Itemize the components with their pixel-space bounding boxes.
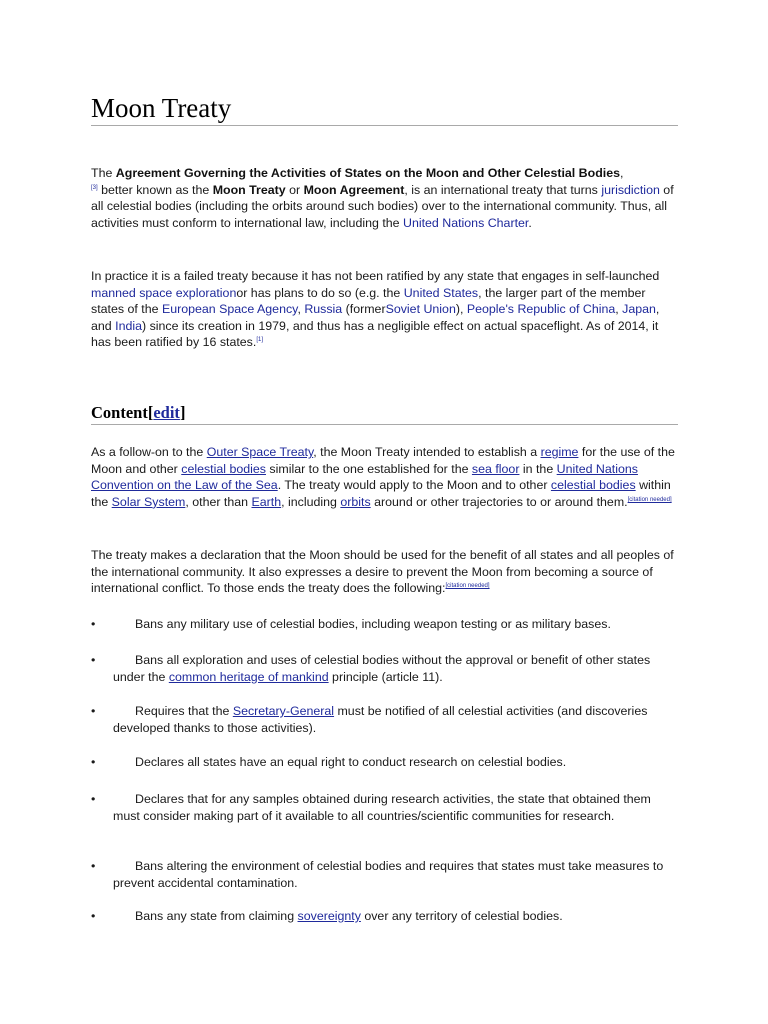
citation-needed-link[interactable]: [citation needed] <box>627 496 672 503</box>
text-run: better known as the <box>97 182 213 197</box>
link-sea-floor[interactable]: sea floor <box>471 461 520 476</box>
link-secretary-general[interactable]: Secretary-General <box>232 704 335 718</box>
text-run: As a follow-on to the <box>91 445 207 459</box>
link-earth[interactable]: Earth <box>251 494 282 509</box>
title-divider <box>91 125 678 126</box>
link-manned-space-exploration[interactable]: manned space exploration <box>91 285 237 300</box>
section-heading-text: Content <box>91 403 148 422</box>
text-run: . <box>528 215 532 230</box>
link-celestial-bodies[interactable]: celestial bodies <box>181 461 266 476</box>
text-run: for the use of the Moon and other <box>91 445 675 476</box>
text-run: The <box>91 166 116 180</box>
text-run: , <box>615 302 623 317</box>
list-item-text: Bans altering the environment of celestial bodies and requires that states must take measures to prevent accidental contamination. <box>113 859 664 890</box>
content-paragraph-2 <box>91 547 678 597</box>
text-run: (former <box>342 302 386 317</box>
list-item-text: Declares that for any samples obtained during research activities, the state that obtained them must consider making part of it available to all countries/scientific communities for research. <box>113 792 651 823</box>
bullet-icon: • <box>91 653 96 667</box>
link-sovereignty[interactable]: sovereignty <box>297 909 361 923</box>
bullet-icon: • <box>91 704 96 718</box>
text-run: , is an international treaty that turns <box>404 182 602 197</box>
link-orbits[interactable]: orbits <box>340 494 371 509</box>
list-item-text: principle (article 11). <box>328 669 443 684</box>
bullet-icon: • <box>91 859 96 873</box>
section-divider <box>91 424 678 425</box>
bold-treaty-full-name: Agreement Governing the Activities of States on the Moon and Other Celestial Bodies <box>115 166 620 180</box>
intro-paragraph-2 <box>91 268 678 351</box>
list-item <box>91 703 678 736</box>
link-japan[interactable]: Japan <box>622 302 656 317</box>
text-run: within the <box>91 478 671 509</box>
text-run: similar to the one established for the <box>265 461 472 476</box>
text-run: of all celestial bodies (including the orbits around such bodies) over to the international community. Thus, all activities must conform to international law, including the <box>91 182 674 230</box>
link-unclos[interactable]: United Nations Convention on the Law of the Sea <box>91 461 638 493</box>
reference-link[interactable]: [1] <box>256 337 263 344</box>
list-item <box>91 652 678 685</box>
text-run: in the <box>519 461 557 476</box>
list-item-text: Requires that the <box>135 704 233 718</box>
bullet-icon: • <box>91 617 96 631</box>
page-title: Moon Treaty <box>91 93 232 123</box>
list-item <box>91 616 678 633</box>
link-peoples-republic-of-china[interactable]: People's Republic of China <box>466 302 616 317</box>
text-run: , <box>297 302 305 317</box>
text-run: The treaty makes a declaration that the Moon should be used for the benefit of all states and all peoples of the international community. It also expresses a desire to prevent the Moon from becoming a source of international conflict. To those ends the treaty does the following: <box>91 548 674 596</box>
text-run: around or other trajectories to or around them. <box>370 494 628 509</box>
link-solar-system[interactable]: Solar System <box>111 494 186 509</box>
bullet-icon: • <box>91 792 96 806</box>
bold-moon-treaty: Moon Treaty <box>212 182 286 197</box>
link-regime[interactable]: regime <box>540 445 579 459</box>
content-paragraph-1 <box>91 444 678 510</box>
text-run: In practice it is a failed treaty because it has not been ratified by any state that engages in self-launched <box>91 269 660 283</box>
text-run: , and <box>91 302 660 333</box>
text-run: ), <box>455 302 467 317</box>
text-run: ) since its creation in 1979, and thus has a negligible effect on actual spaceflight. As of 2014, it has been ratified by 16 states. <box>91 318 659 350</box>
list-item-text: over any territory of celestial bodies. <box>360 909 563 923</box>
link-united-states[interactable]: United States <box>403 285 479 300</box>
list-item <box>91 754 678 771</box>
text-run: . The treaty would apply to the Moon and to other <box>277 478 551 493</box>
link-european-space-agency[interactable]: European Space Agency <box>161 302 298 317</box>
text-run: , the Moon Treaty intended to establish a <box>313 445 541 459</box>
list-item-text: must be notified of all celestial activities (and discoveries developed thanks to those activities). <box>113 704 648 735</box>
list-item-text: Bans any state from claiming <box>135 909 298 923</box>
text-run: , the larger part of the member states of the <box>91 285 646 317</box>
citation-needed-link[interactable]: [citation needed] <box>445 583 490 590</box>
link-celestial-bodies[interactable]: celestial bodies <box>550 478 636 493</box>
section-heading-content <box>91 403 185 423</box>
link-common-heritage-of-mankind[interactable]: common heritage of mankind <box>168 669 329 684</box>
text-run: , other than <box>185 494 252 509</box>
link-russia[interactable]: Russia <box>304 302 343 317</box>
link-india[interactable]: India <box>115 318 142 333</box>
text-run: , <box>620 166 624 180</box>
reference-link[interactable]: [3] <box>91 184 98 191</box>
intro-paragraph-1 <box>91 165 678 231</box>
edit-section-link[interactable]: edit <box>153 403 180 422</box>
list-item-text: Declares all states have an equal right to conduct research on celestial bodies. <box>135 755 567 769</box>
list-item <box>91 791 678 824</box>
text-run: or has plans to do so (e.g. the <box>236 285 404 300</box>
bold-moon-agreement: Moon Agreement <box>303 182 405 197</box>
text-run: , including <box>281 494 341 509</box>
link-soviet-union[interactable]: Soviet Union <box>385 302 456 317</box>
list-item <box>91 908 678 925</box>
bullet-icon: • <box>91 755 96 769</box>
bullet-icon: • <box>91 909 96 923</box>
edit-bracket: [ <box>147 403 154 422</box>
link-united-nations-charter[interactable]: United Nations Charter <box>403 215 529 230</box>
link-jurisdiction[interactable]: jurisdiction <box>601 182 660 197</box>
list-item-text: Bans all exploration and uses of celestial bodies without the approval or benefit of other states under the <box>113 653 651 684</box>
text-run: or <box>285 182 304 197</box>
link-outer-space-treaty[interactable]: Outer Space Treaty <box>206 445 314 459</box>
edit-bracket: ] <box>179 403 186 422</box>
list-item <box>91 858 678 891</box>
list-item-text: Bans any military use of celestial bodies, including weapon testing or as military bases. <box>135 617 611 631</box>
